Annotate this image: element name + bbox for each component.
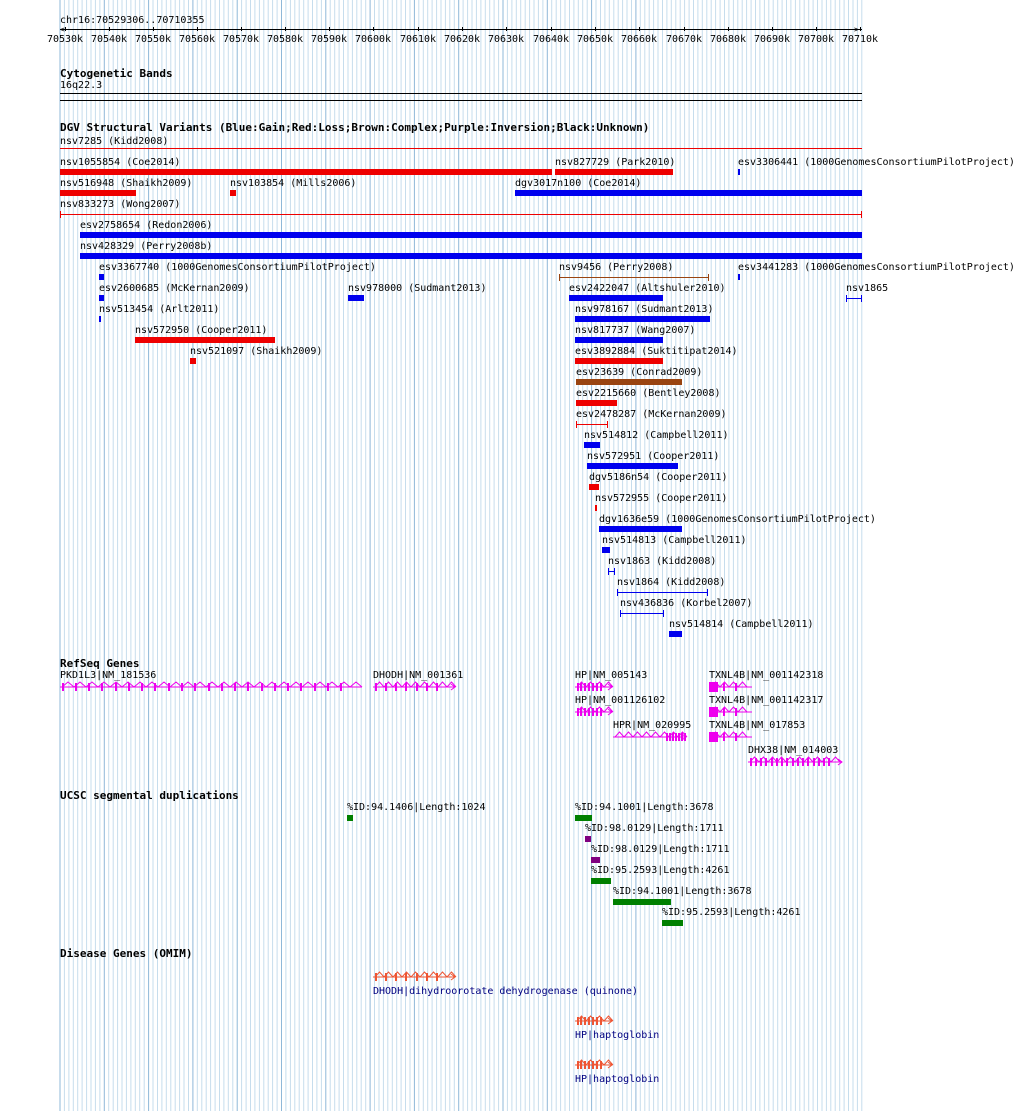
dgv-feature-bar[interactable] bbox=[515, 190, 862, 196]
dgv-feature-label[interactable]: nsv1865 bbox=[846, 283, 889, 294]
ruler-tick-label: 70560k bbox=[178, 34, 216, 45]
dgv-feature-bar[interactable] bbox=[575, 316, 710, 322]
ruler-tick bbox=[418, 27, 419, 31]
cytoband-bar-top bbox=[60, 93, 862, 94]
dgv-feature-bar[interactable] bbox=[555, 169, 673, 175]
ruler-tick-label: 70610k bbox=[399, 34, 437, 45]
ruler-tick-label: 70710k bbox=[841, 34, 879, 45]
segdup-label[interactable]: %ID:94.1406|Length:1024 bbox=[347, 802, 486, 813]
omim-gene-model[interactable] bbox=[575, 1015, 616, 1027]
dgv-feature-label[interactable]: esv2758654 (Redon2006) bbox=[80, 220, 213, 231]
dgv-feature-label[interactable]: nsv833273 (Wong2007) bbox=[60, 199, 181, 210]
dgv-feature-bar[interactable] bbox=[575, 337, 663, 343]
dgv-feature-label[interactable]: nsv103854 (Mills2006) bbox=[230, 178, 357, 189]
segdup-bar[interactable] bbox=[347, 815, 353, 821]
refseq-gene-model[interactable] bbox=[709, 681, 756, 693]
dgv-feature-label[interactable]: nsv978167 (Sudmant2013) bbox=[575, 304, 714, 315]
dgv-feature-line[interactable] bbox=[559, 277, 709, 278]
dgv-feature-label[interactable]: esv2422047 (Altshuler2010) bbox=[569, 283, 726, 294]
ruler-tick bbox=[639, 27, 640, 31]
ruler-tick bbox=[816, 27, 817, 31]
refseq-gene-label[interactable]: DHX38|NM_014003 bbox=[748, 745, 839, 756]
dgv-feature-line[interactable] bbox=[846, 298, 862, 299]
dgv-feature-label[interactable]: esv23639 (Conrad2009) bbox=[576, 367, 703, 378]
dgv-feature-bar[interactable] bbox=[230, 190, 236, 196]
ruler-tick-label: 70690k bbox=[753, 34, 791, 45]
ruler-tick bbox=[595, 27, 596, 31]
segdup-bar[interactable] bbox=[575, 815, 592, 821]
cytoband-track-title[interactable]: Cytogenetic Bands bbox=[60, 67, 173, 80]
omim-track-title[interactable]: Disease Genes (OMIM) bbox=[60, 947, 193, 960]
refseq-gene-label[interactable]: TXNL4B|NM_017853 bbox=[709, 720, 806, 731]
refseq-gene-model[interactable] bbox=[709, 731, 756, 743]
dgv-feature-label[interactable]: esv2215660 (Bentley2008) bbox=[576, 388, 721, 399]
ruler-tick bbox=[373, 27, 374, 31]
dgv-feature-bar[interactable] bbox=[595, 505, 597, 511]
omim-gene-model[interactable] bbox=[373, 971, 459, 983]
dgv-feature-cap bbox=[620, 610, 621, 617]
dgv-feature-cap bbox=[608, 568, 609, 575]
dgv-feature-label[interactable]: dgv3017n100 (Coe2014) bbox=[515, 178, 642, 189]
ruler-tick bbox=[462, 27, 463, 31]
refseq-gene-model[interactable] bbox=[60, 681, 366, 693]
dgv-feature-bar[interactable] bbox=[576, 400, 617, 406]
ruler-tick-label: 70590k bbox=[310, 34, 348, 45]
ruler-tick-label: 70660k bbox=[620, 34, 658, 45]
cytoband-bar-bottom bbox=[60, 100, 862, 101]
ruler-tick-label: 70580k bbox=[266, 34, 304, 45]
dgv-feature-bar[interactable] bbox=[569, 295, 663, 301]
segdup-label[interactable]: %ID:95.2593|Length:4261 bbox=[662, 907, 801, 918]
refseq-gene-model[interactable] bbox=[373, 681, 459, 693]
dgv-feature-bar[interactable] bbox=[589, 484, 599, 490]
dgv-feature-label[interactable]: nsv1055854 (Coe2014) bbox=[60, 157, 181, 168]
ruler-tick-label: 70570k bbox=[222, 34, 260, 45]
ruler-tick-label: 70630k bbox=[487, 34, 525, 45]
dgv-feature-cap bbox=[614, 568, 615, 575]
dgv-feature-label[interactable]: dgv5186n54 (Cooper2011) bbox=[589, 472, 728, 483]
ruler-tick-label: 70650k bbox=[576, 34, 614, 45]
segdup-label[interactable]: %ID:98.0129|Length:1711 bbox=[585, 823, 724, 834]
dgv-feature-label[interactable]: nsv978000 (Sudmant2013) bbox=[348, 283, 487, 294]
dgv-feature-cap bbox=[861, 295, 862, 302]
dgv-feature-bar[interactable] bbox=[190, 358, 196, 364]
refseq-gene-label[interactable]: TXNL4B|NM_001142317 bbox=[709, 695, 824, 706]
ruler-tick-label: 70600k bbox=[354, 34, 392, 45]
ruler-tick bbox=[65, 27, 66, 31]
ruler-tick bbox=[329, 27, 330, 31]
dgv-feature-bar[interactable] bbox=[348, 295, 364, 301]
refseq-gene-model[interactable] bbox=[575, 706, 616, 718]
dgv-feature-bar[interactable] bbox=[60, 190, 136, 196]
dgv-feature-cap bbox=[846, 295, 847, 302]
dgv-feature-cap bbox=[708, 274, 709, 281]
dgv-feature-label[interactable]: nsv514813 (Campbell2011) bbox=[602, 535, 747, 546]
dgv-feature-label[interactable]: nsv428329 (Perry2008b) bbox=[80, 241, 213, 252]
dgv-feature-label[interactable]: dgv1636e59 (1000GenomesConsortiumPilotProject) bbox=[599, 514, 876, 525]
dgv-feature-label[interactable]: esv2478287 (McKernan2009) bbox=[576, 409, 727, 420]
ruler-tick bbox=[109, 27, 110, 31]
dgv-track-title[interactable]: DGV Structural Variants (Blue:Gain;Red:Loss;Brown:Complex;Purple:Inversion;Black:Unknown) bbox=[60, 121, 650, 134]
dgv-feature-bar[interactable] bbox=[576, 379, 682, 385]
ruler-tick bbox=[241, 27, 242, 31]
dgv-feature-label[interactable]: nsv513454 (Arlt2011) bbox=[99, 304, 220, 315]
refseq-gene-model[interactable] bbox=[613, 731, 690, 743]
ruler-tick bbox=[506, 27, 507, 31]
ruler-tick bbox=[772, 27, 773, 31]
dgv-feature-label[interactable]: nsv514812 (Campbell2011) bbox=[584, 430, 729, 441]
dgv-feature-label[interactable]: nsv572950 (Cooper2011) bbox=[135, 325, 268, 336]
dgv-feature-bar[interactable] bbox=[60, 169, 552, 175]
dgv-feature-label[interactable]: nsv516948 (Shaikh2009) bbox=[60, 178, 193, 189]
omim-gene-label[interactable]: DHODH|dihydroorotate dehydrogenase (quinone) bbox=[373, 986, 638, 997]
ruler-left-arrow: < bbox=[60, 25, 65, 34]
dgv-feature-label[interactable]: nsv827729 (Park2010) bbox=[555, 157, 676, 168]
dgv-feature-cap bbox=[617, 589, 618, 596]
genome-coordinates: chr16:70529306..70710355 bbox=[60, 15, 205, 26]
dgv-feature-label[interactable]: esv3441283 (1000GenomesConsortiumPilotProject) bbox=[738, 262, 1015, 273]
dgv-feature-label[interactable]: nsv572951 (Cooper2011) bbox=[587, 451, 720, 462]
ruler-tick bbox=[551, 27, 552, 31]
dgv-feature-label[interactable]: nsv436836 (Korbel2007) bbox=[620, 598, 753, 609]
ruler-tick-label: 70670k bbox=[665, 34, 703, 45]
segdup-bar[interactable] bbox=[591, 878, 611, 884]
ruler-right-arrow: > bbox=[854, 25, 859, 34]
dgv-feature-bar[interactable] bbox=[587, 463, 678, 469]
dgv-feature-cap bbox=[607, 421, 608, 428]
dgv-feature-label[interactable]: nsv1864 (Kidd2008) bbox=[617, 577, 726, 588]
dgv-feature-label[interactable]: esv2600685 (McKernan2009) bbox=[99, 283, 250, 294]
ruler-tick-label: 70700k bbox=[797, 34, 835, 45]
refseq-gene-model[interactable] bbox=[709, 706, 756, 718]
dgv-feature-bar[interactable] bbox=[575, 358, 663, 364]
dgv-feature-cap bbox=[663, 610, 664, 617]
dgv-feature-label[interactable]: nsv521097 (Shaikh2009) bbox=[190, 346, 323, 357]
segdup-bar[interactable] bbox=[613, 899, 671, 905]
dgv-feature-label[interactable]: esv3892884 (Suktitipat2014) bbox=[575, 346, 738, 357]
dgv-feature-line[interactable] bbox=[576, 424, 608, 425]
dgv-feature-bar[interactable] bbox=[135, 337, 275, 343]
dgv-feature-bar[interactable] bbox=[738, 169, 740, 175]
dgv-feature-label[interactable]: esv3367740 (1000GenomesConsortiumPilotProject) bbox=[99, 262, 376, 273]
dgv-feature-bar[interactable] bbox=[80, 232, 862, 238]
dgv-feature-line[interactable] bbox=[620, 613, 664, 614]
dgv-feature-label[interactable]: nsv514814 (Campbell2011) bbox=[669, 619, 814, 630]
dgv-feature-bar[interactable] bbox=[584, 442, 600, 448]
dgv-feature-bar[interactable] bbox=[669, 631, 682, 637]
refseq-gene-label[interactable]: HP|NM_005143 bbox=[575, 670, 648, 681]
ruler-axis bbox=[60, 29, 862, 30]
dgv-feature-cap bbox=[559, 274, 560, 281]
dgv-feature-cap bbox=[60, 211, 61, 218]
ruler-tick-label: 70540k bbox=[90, 34, 128, 45]
dgv-feature-cap bbox=[861, 211, 862, 218]
segdup-label[interactable]: %ID:94.1001|Length:3678 bbox=[613, 886, 752, 897]
ruler-tick bbox=[728, 27, 729, 31]
refseq-track-title[interactable]: RefSeq Genes bbox=[60, 657, 140, 670]
dgv-feature-label[interactable]: nsv9456 (Perry2008) bbox=[559, 262, 674, 273]
dgv-feature-label[interactable]: nsv1863 (Kidd2008) bbox=[608, 556, 717, 567]
dgv-feature-cap bbox=[707, 589, 708, 596]
segdup-bar[interactable] bbox=[591, 857, 600, 863]
ruler-tick-label: 70530k bbox=[46, 34, 84, 45]
dgv-feature-bar[interactable] bbox=[80, 253, 862, 259]
ruler-tick bbox=[860, 27, 861, 31]
dgv-feature-bar[interactable] bbox=[599, 526, 682, 532]
dgv-feature-bar[interactable] bbox=[99, 316, 101, 322]
segdup-bar[interactable] bbox=[662, 920, 683, 926]
dgv-feature-bar[interactable] bbox=[99, 274, 104, 280]
segdup-label[interactable]: %ID:95.2593|Length:4261 bbox=[591, 865, 730, 876]
ruler-tick-label: 70640k bbox=[532, 34, 570, 45]
ruler-tick bbox=[153, 27, 154, 31]
refseq-gene-label[interactable]: TXNL4B|NM_001142318 bbox=[709, 670, 824, 681]
dgv-feature-bar[interactable] bbox=[99, 295, 104, 301]
refseq-gene-model[interactable] bbox=[575, 681, 616, 693]
omim-gene-label[interactable]: HP|haptoglobin bbox=[575, 1074, 660, 1085]
ruler-tick bbox=[197, 27, 198, 31]
refseq-gene-label[interactable]: PKD1L3|NM_181536 bbox=[60, 670, 157, 681]
omim-gene-label[interactable]: HP|haptoglobin bbox=[575, 1030, 660, 1041]
ruler-tick-label: 70680k bbox=[709, 34, 747, 45]
dgv-feature-label[interactable]: nsv817737 (Wang2007) bbox=[575, 325, 696, 336]
refseq-gene-label[interactable]: HPR|NM_020995 bbox=[613, 720, 692, 731]
dgv-feature-line[interactable] bbox=[60, 148, 862, 149]
dgv-feature-bar[interactable] bbox=[738, 274, 740, 280]
dgv-feature-line[interactable] bbox=[60, 214, 862, 215]
omim-gene-model[interactable] bbox=[575, 1059, 616, 1071]
cytoband-label: 16q22.3 bbox=[60, 80, 103, 91]
refseq-gene-model[interactable] bbox=[748, 756, 846, 768]
dgv-feature-cap bbox=[576, 421, 577, 428]
segdup-track-title[interactable]: UCSC segmental duplications bbox=[60, 789, 239, 802]
dgv-feature-label[interactable]: nsv572955 (Cooper2011) bbox=[595, 493, 728, 504]
dgv-feature-line[interactable] bbox=[617, 592, 708, 593]
refseq-gene-label[interactable]: HP|NM_001126102 bbox=[575, 695, 666, 706]
ruler-tick bbox=[684, 27, 685, 31]
segdup-label[interactable]: %ID:98.0129|Length:1711 bbox=[591, 844, 730, 855]
ruler-tick-label: 70550k bbox=[134, 34, 172, 45]
ruler-tick bbox=[285, 27, 286, 31]
ruler-tick-label: 70620k bbox=[443, 34, 481, 45]
dgv-feature-label[interactable]: nsv7285 (Kidd2008) bbox=[60, 136, 169, 147]
dgv-feature-label[interactable]: esv3306441 (1000GenomesConsortiumPilotProject) bbox=[738, 157, 1015, 168]
segdup-label[interactable]: %ID:94.1001|Length:3678 bbox=[575, 802, 714, 813]
segdup-bar[interactable] bbox=[585, 836, 591, 842]
refseq-gene-label[interactable]: DHODH|NM_001361 bbox=[373, 670, 464, 681]
dgv-feature-bar[interactable] bbox=[602, 547, 610, 553]
